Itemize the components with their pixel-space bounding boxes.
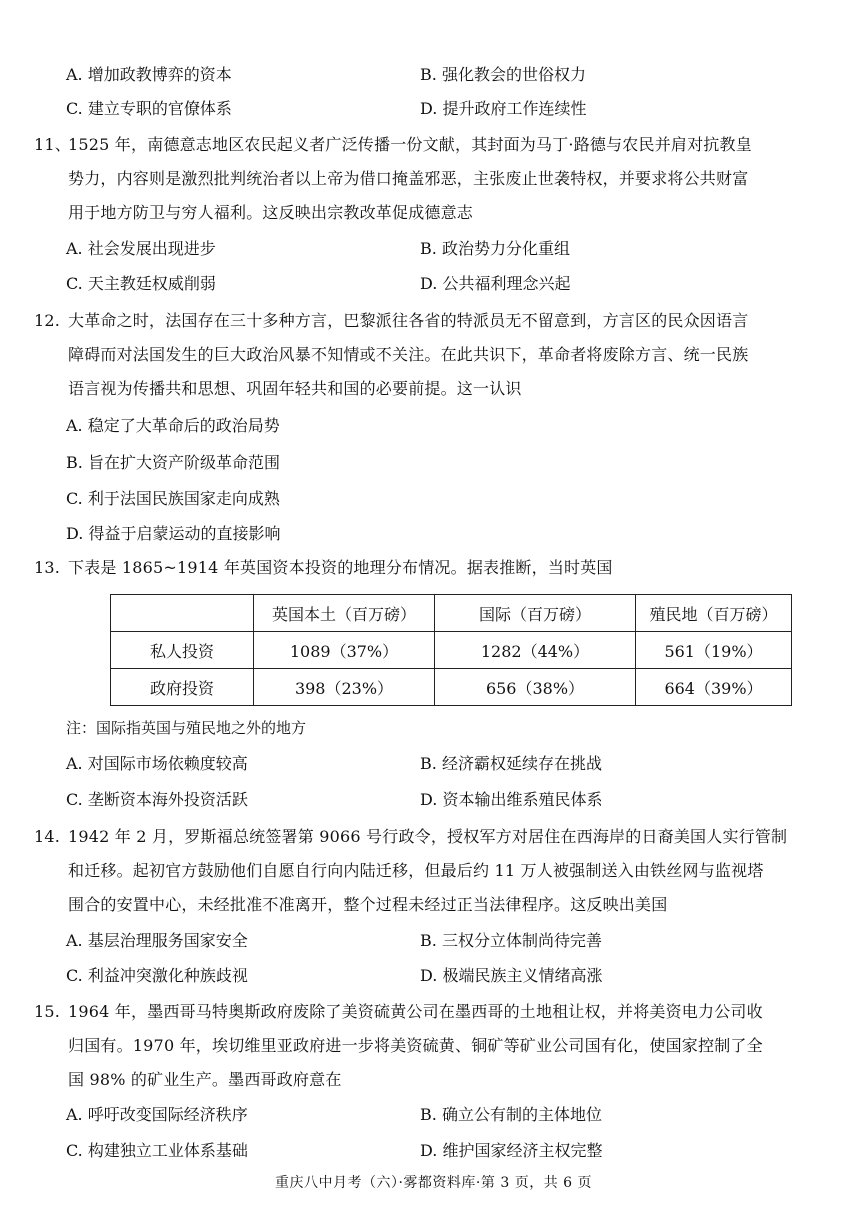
q11-option-a: A. 社会发展出现进步 <box>66 239 216 258</box>
q13-option-b: B. 经济霸权延续存在挑战 <box>420 754 602 773</box>
table-note: 注：国际指英国与殖民地之外的地方 <box>66 719 307 737</box>
q11-option-c: C. 天主教廷权威削弱 <box>66 274 216 293</box>
q12-option-d: D. 得益于启蒙运动的直接影响 <box>66 524 281 543</box>
q11-number: 11、 <box>34 135 71 154</box>
q14-option-d: D. 极端民族主义情绪高涨 <box>420 966 603 985</box>
q15-number: 15. <box>34 1002 61 1021</box>
q13-option-d: D. 资本输出维系殖民体系 <box>420 790 603 809</box>
q14-option-a: A. 基层治理服务国家安全 <box>66 931 248 950</box>
q14-stem: 14. 1942 年 2 月，罗斯福总统签署第 9066 号行政令，授权军方对居住在西海岸的日裔美国人实行管制 和迁移。起初官方鼓励他们自愿自行向内陆迁移，但最后约 11 万人被强制送入由铁丝网与监视塔 围合的安置中心，未经批准不准离开，整个过程未经过正当法律程序。这反映出美国 <box>34 820 834 922</box>
table-cell: 私人投资 <box>111 632 254 669</box>
table-cell: 561（19%） <box>636 632 792 669</box>
table-cell: 1089（37%） <box>254 632 435 669</box>
table-header-cell <box>111 595 254 632</box>
q11-stem: 11、1525 年，南德意志地区农民起义者广泛传播一份文献，其封面为马丁·路德与农民并肩对抗教皇 势力，内容则是激烈批判统治者以上帝为借口掩盖邪恶，主张废止世袭特权，并要求将公共财富 用于地方防卫与穷人福利。这反映出宗教改革促成德意志 <box>34 128 834 230</box>
q10-option-d: D. 提升政府工作连续性 <box>420 99 587 118</box>
q11-option-b: B. 政治势力分化重组 <box>420 239 570 258</box>
table-cell: 政府投资 <box>111 669 254 706</box>
q15-option-a: A. 呼吁改变国际经济秩序 <box>66 1105 248 1124</box>
table-row <box>111 632 792 669</box>
table-header-cell: 国际（百万磅） <box>435 595 636 632</box>
table-cell: 664（39%） <box>636 669 792 706</box>
q10-option-b: B. 强化教会的世俗权力 <box>420 65 586 84</box>
q12-stem: 12. 大革命之时，法国存在三十多种方言，巴黎派往各省的特派员无不留意到，方言区的民众因语言 障碍而对法国发生的巨大政治风暴不知情或不关注。在此共识下，革命者将废除方言、统一民族 语言视为传播共和思想、巩固年轻共和国的必要前提。这一认识 <box>34 304 834 406</box>
table-header-row <box>111 595 792 632</box>
table-row <box>111 669 792 706</box>
q15-option-c: C. 构建独立工业体系基础 <box>66 1141 248 1160</box>
q10-option-c: C. 建立专职的官僚体系 <box>66 99 232 118</box>
q15-stem: 15. 1964 年，墨西哥马特奥斯政府废除了美资硫黄公司在墨西哥的土地租让权，并将美资电力公司收 归国有。1970 年，埃切维里亚政府进一步将美资硫黄、铜矿等矿业公司国有化，使国家控制了全 国 98% 的矿业生产。墨西哥政府意在 <box>34 995 834 1097</box>
q14-option-b: B. 三权分立体制尚待完善 <box>420 931 602 950</box>
q13-option-c: C. 垄断资本海外投资活跃 <box>66 790 248 809</box>
q13-stem: 13. 下表是 1865~1914 年英国资本投资的地理分布情况。据表推断，当时英国 <box>34 551 834 585</box>
investment-table <box>110 594 792 706</box>
q14-option-c: C. 利益冲突激化种族歧视 <box>66 966 248 985</box>
q15-option-d: D. 维护国家经济主权完整 <box>420 1141 603 1160</box>
q10-option-a: A. 增加政教博弈的资本 <box>66 65 232 84</box>
q13-option-a: A. 对国际市场依赖度较高 <box>66 754 248 773</box>
table-header-cell: 英国本土（百万磅） <box>254 595 435 632</box>
table-header-cell: 殖民地（百万磅） <box>636 595 792 632</box>
q15-option-b: B. 确立公有制的主体地位 <box>420 1105 602 1124</box>
table-cell: 398（23%） <box>254 669 435 706</box>
q12-option-c: C. 利于法国民族国家走向成熟 <box>66 489 280 508</box>
q12-option-b: B. 旨在扩大资产阶级革命范围 <box>66 453 280 472</box>
table-cell: 1282（44%） <box>435 632 636 669</box>
q14-number: 14. <box>34 827 61 846</box>
q11-option-d: D. 公共福利理念兴起 <box>420 274 571 293</box>
page-footer: 重庆八中月考（六）·雾都资料库·第 3 页，共 6 页 <box>274 1175 592 1191</box>
q12-number: 12. <box>34 311 61 330</box>
q12-option-a: A. 稳定了大革命后的政治局势 <box>66 416 280 435</box>
table-cell: 656（38%） <box>435 669 636 706</box>
q13-number: 13. <box>34 558 61 577</box>
